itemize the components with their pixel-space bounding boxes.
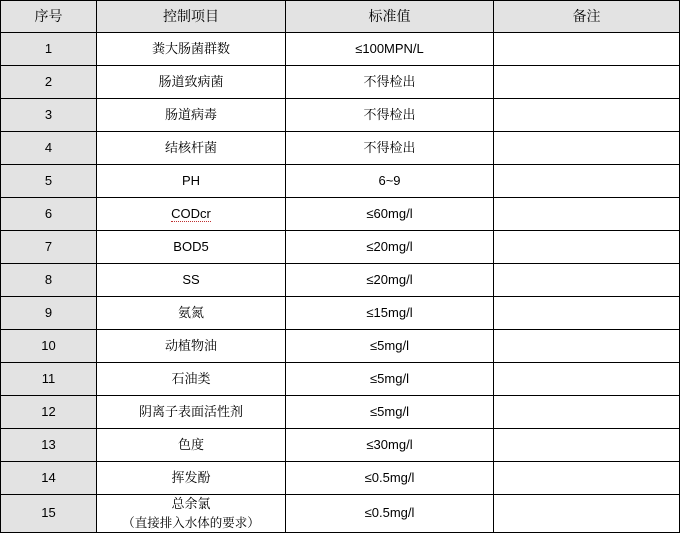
cell-no: 7 bbox=[1, 231, 97, 264]
table-row bbox=[1, 363, 680, 396]
cell-no: 3 bbox=[1, 99, 97, 132]
cell-std: ≤5mg/l bbox=[286, 363, 494, 396]
cell-note bbox=[494, 165, 680, 198]
cell-item: 结核杆菌 bbox=[97, 132, 286, 165]
cell-no: 9 bbox=[1, 297, 97, 330]
cell-no: 13 bbox=[1, 429, 97, 462]
cell-item: 氨氮 bbox=[97, 297, 286, 330]
cell-std: ≤5mg/l bbox=[286, 396, 494, 429]
table-row bbox=[1, 297, 680, 330]
cell-item-multiline bbox=[97, 495, 285, 532]
cell-no: 4 bbox=[1, 132, 97, 165]
cell-no: 15 bbox=[1, 495, 97, 533]
cell-item-text: CODcr bbox=[171, 205, 211, 221]
cell-item: 石油类 bbox=[97, 363, 286, 396]
cell-note bbox=[494, 264, 680, 297]
cell-note bbox=[494, 132, 680, 165]
cell-item: 粪大肠菌群数 bbox=[97, 33, 286, 66]
cell-note bbox=[494, 495, 680, 533]
cell-note bbox=[494, 462, 680, 495]
table-row bbox=[1, 33, 680, 66]
table-row bbox=[1, 66, 680, 99]
cell-std: 不得检出 bbox=[286, 132, 494, 165]
cell-std: ≤100MPN/L bbox=[286, 33, 494, 66]
column-header-item: 控制项目 bbox=[97, 1, 286, 33]
cell-item bbox=[97, 495, 286, 533]
cell-no: 6 bbox=[1, 198, 97, 231]
cell-note bbox=[494, 33, 680, 66]
table-row bbox=[1, 330, 680, 363]
table-header-row bbox=[1, 1, 680, 33]
cell-item: SS bbox=[97, 264, 286, 297]
table-row bbox=[1, 231, 680, 264]
cell-std: ≤0.5mg/l bbox=[286, 495, 494, 533]
cell-item: 挥发酚 bbox=[97, 462, 286, 495]
cell-std: ≤60mg/l bbox=[286, 198, 494, 231]
cell-std: 6~9 bbox=[286, 165, 494, 198]
cell-note bbox=[494, 396, 680, 429]
column-header-note: 备注 bbox=[494, 1, 680, 33]
cell-item-line2: （直接排入水体的要求） bbox=[122, 515, 260, 530]
column-header-std: 标准值 bbox=[286, 1, 494, 33]
cell-std: ≤5mg/l bbox=[286, 330, 494, 363]
cell-note bbox=[494, 231, 680, 264]
cell-std: 不得检出 bbox=[286, 99, 494, 132]
cell-std: ≤0.5mg/l bbox=[286, 462, 494, 495]
cell-no: 8 bbox=[1, 264, 97, 297]
cell-no: 2 bbox=[1, 66, 97, 99]
cell-note bbox=[494, 297, 680, 330]
table-row bbox=[1, 462, 680, 495]
cell-std: ≤20mg/l bbox=[286, 264, 494, 297]
cell-note bbox=[494, 198, 680, 231]
table-row bbox=[1, 429, 680, 462]
cell-std: ≤20mg/l bbox=[286, 231, 494, 264]
table-row bbox=[1, 165, 680, 198]
table-body bbox=[1, 33, 680, 533]
cell-item bbox=[97, 198, 286, 231]
cell-no: 1 bbox=[1, 33, 97, 66]
cell-std: ≤30mg/l bbox=[286, 429, 494, 462]
cell-item-line1: 总余氯 bbox=[171, 496, 211, 511]
cell-note bbox=[494, 66, 680, 99]
cell-std: ≤15mg/l bbox=[286, 297, 494, 330]
table-header bbox=[1, 1, 680, 33]
cell-note bbox=[494, 429, 680, 462]
cell-no: 12 bbox=[1, 396, 97, 429]
cell-no: 11 bbox=[1, 363, 97, 396]
table-row bbox=[1, 264, 680, 297]
cell-std: 不得检出 bbox=[286, 66, 494, 99]
cell-item: BOD5 bbox=[97, 231, 286, 264]
table-row bbox=[1, 198, 680, 231]
cell-no: 10 bbox=[1, 330, 97, 363]
cell-no: 14 bbox=[1, 462, 97, 495]
table-row bbox=[1, 132, 680, 165]
cell-note bbox=[494, 99, 680, 132]
column-header-no: 序号 bbox=[1, 1, 97, 33]
table-row bbox=[1, 99, 680, 132]
cell-note bbox=[494, 363, 680, 396]
cell-item: 肠道病毒 bbox=[97, 99, 286, 132]
table-row bbox=[1, 495, 680, 533]
cell-no: 5 bbox=[1, 165, 97, 198]
cell-note bbox=[494, 330, 680, 363]
table-row bbox=[1, 396, 680, 429]
cell-item: 色度 bbox=[97, 429, 286, 462]
cell-item: 动植物油 bbox=[97, 330, 286, 363]
cell-item: 肠道致病菌 bbox=[97, 66, 286, 99]
cell-item: 阴离子表面活性剂 bbox=[97, 396, 286, 429]
cell-item: PH bbox=[97, 165, 286, 198]
